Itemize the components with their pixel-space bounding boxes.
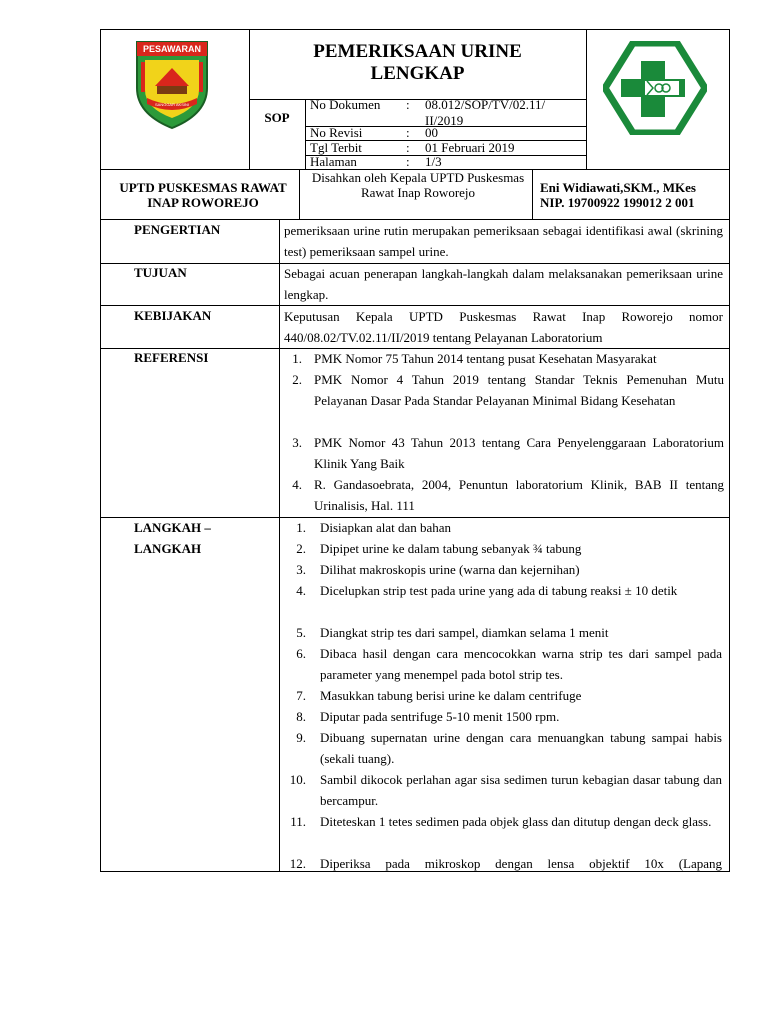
- meta-sep: :: [406, 140, 410, 155]
- list-item-text: Diperiksa pada mikroskop dengan lensa objektif 10x (Lapang: [320, 856, 722, 871]
- list-item-number: 1.: [292, 351, 302, 366]
- list-item-text: R. Gandasoebrata, 2004, Penuntun laboratorium Klinik, BAB II tentang Urinalisis, Hal. 111: [314, 477, 724, 513]
- list-item-text: Masukkan tabung berisi urine ke dalam centrifuge: [320, 688, 582, 703]
- list-item-text: Disiapkan alat dan bahan: [320, 520, 452, 535]
- signer-name: Eni Widiawati,SKM., MKes: [540, 180, 696, 195]
- document-title: PEMERIKSAAN URINE LENGKAP: [313, 41, 522, 84]
- list-item-text: Diteteskan 1 tetes sedimen pada objek glass dan ditutup dengan deck glass.: [320, 814, 712, 829]
- organization-name: UPTD PUSKESMAS RAWAT INAP ROWOREJO: [119, 180, 287, 210]
- meta-label-no-dokumen: No Dokumen: [310, 97, 381, 112]
- section-label-kebijakan: KEBIJAKAN: [134, 308, 212, 323]
- list-item-number: 2.: [296, 541, 306, 556]
- section-text-pengertian: pemeriksaan urine rutin merupakan pemeriksaan sebagai identifikasi awal (skrining test) pemeriksaan sampel urine.: [284, 223, 723, 259]
- signer-nip: NIP. 19700922 199012 2 001: [540, 195, 695, 210]
- meta-value-tgl-terbit: 01 Februari 2019: [425, 140, 515, 155]
- list-item-number: 6.: [296, 646, 306, 661]
- section-label-pengertian: PENGERTIAN: [134, 222, 221, 237]
- section-text-kebijakan: Keputusan Kepala UPTD Puskesmas Rawat Inap Roworejo nomor 440/08.02/TV.02.11/II/2019 tentang Pelayanan Laboratorium: [284, 309, 723, 345]
- meta-value-halaman: 1/3: [425, 154, 442, 169]
- meta-label-halaman: Halaman: [310, 154, 357, 169]
- list-item-number: 5.: [296, 625, 306, 640]
- meta-sep: :: [406, 97, 410, 112]
- approval-note: Disahkan oleh Kepala UPTD Puskesmas Rawat Inap Roworejo: [311, 170, 525, 200]
- meta-label-tgl-terbit: Tgl Terbit: [310, 140, 362, 155]
- sop-label: SOP: [264, 110, 290, 125]
- meta-sep: :: [406, 125, 410, 140]
- list-item-text: PMK Nomor 43 Tahun 2013 tentang Cara Penyelenggaraan Laboratorium Klinik Yang Baik: [314, 435, 724, 471]
- list-item-text: Dibuang supernatan urine dengan cara menuangkan tabung sampai habis (sekali tuang).: [320, 730, 722, 766]
- list-item-number: 1.: [296, 520, 306, 535]
- list-item-number: 8.: [296, 709, 306, 724]
- list-item-number: 9.: [296, 730, 306, 745]
- list-item-text: Dipipet urine ke dalam tabung sebanyak ¾ tabung: [320, 541, 582, 556]
- list-item-text: Diangkat strip tes dari sampel, diamkan selama 1 menit: [320, 625, 609, 640]
- list-item-number: 2.: [292, 372, 302, 387]
- meta-value-no-dokumen: 08.012/SOP/TV/02.11/ II/2019: [425, 97, 546, 128]
- list-item-text: Sambil dikocok perlahan agar sisa sedimen turun kebagian dasar tabung dan bercampur.: [320, 772, 722, 808]
- list-item-number: 4.: [292, 477, 302, 492]
- list-item-text: Dicelupkan strip test pada urine yang ada di tabung reaksi ± 10 detik: [320, 583, 678, 598]
- list-item-number: 12.: [289, 856, 306, 871]
- list-item: [284, 853, 724, 871]
- list-item-number: 11.: [290, 814, 306, 829]
- list-item-text: PMK Nomor 4 Tahun 2019 tentang Standar Teknis Pemenuhan Mutu Pelayanan Dasar Pada Standar Pelayanan Minimal Bidang Kesehatan: [314, 372, 724, 408]
- list-item-text: Diputar pada sentrifuge 5-10 menit 1500 rpm.: [320, 709, 560, 724]
- puskesmas-logo: [603, 41, 707, 135]
- list-item-number: 10.: [289, 772, 306, 787]
- section-label-tujuan: TUJUAN: [134, 265, 187, 280]
- list-item-number: 7.: [296, 688, 306, 703]
- list-item-text: Dibaca hasil dengan cara mencocokkan warna strip tes dari sampel pada parameter yang menempel pada botol strip tes.: [320, 646, 722, 682]
- regency-logo: [133, 38, 211, 130]
- section-label-langkah-2: LANGKAH: [134, 541, 202, 556]
- meta-label-no-revisi: No Revisi: [310, 125, 363, 140]
- list-item-number: 4.: [296, 583, 306, 598]
- meta-value-no-revisi: 00: [425, 125, 438, 140]
- list-item-text: PMK Nomor 75 Tahun 2014 tentang pusat Kesehatan Masyarakat: [314, 351, 657, 366]
- section-label-referensi: REFERENSI: [134, 350, 209, 365]
- regency-logo-text: PESAWARAN: [142, 44, 201, 54]
- section-text-tujuan: Sebagai acuan penerapan langkah-langkah dalam melaksanakan pemeriksaan urine lengkap.: [284, 266, 723, 302]
- list-item-number: 3.: [296, 562, 306, 577]
- meta-sep: :: [406, 154, 410, 169]
- section-label-langkah: LANGKAH –: [134, 520, 211, 535]
- regency-logo-banner: SANGGAR AKSINI: [154, 102, 189, 107]
- list-item-number: 3.: [292, 435, 302, 450]
- list-item-text: Dilihat makroskopis urine (warna dan kejernihan): [320, 562, 580, 577]
